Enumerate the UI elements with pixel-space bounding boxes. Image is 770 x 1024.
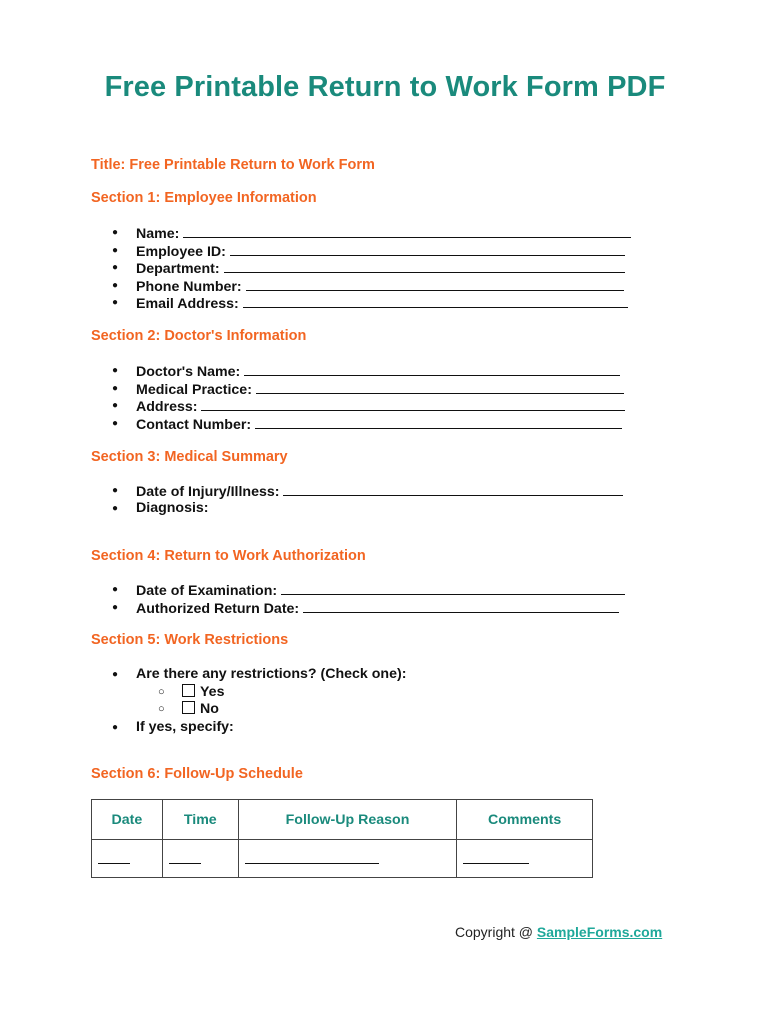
page-title: Free Printable Return to Work Form PDF (104, 71, 666, 103)
checkbox-icon[interactable] (182, 701, 195, 714)
medical-practice-input-line[interactable] (256, 380, 624, 394)
time-input-line[interactable] (169, 849, 201, 864)
doctor-name-input-line[interactable] (244, 362, 620, 376)
field-label: Contact Number: (136, 416, 252, 433)
field-label: Medical Practice: (136, 381, 252, 398)
employee-info-list (0, 224, 631, 312)
copyright-text: Copyright @ (455, 924, 537, 940)
form-title: Title: Free Printable Return to Work Form (91, 157, 375, 173)
comments-cell[interactable] (457, 840, 593, 878)
section-1-heading: Section 1: Employee Information (91, 190, 317, 206)
restriction-options (0, 684, 406, 719)
phone-number-input-line[interactable] (246, 277, 624, 291)
section-2-heading: Section 2: Doctor's Information (91, 328, 307, 344)
section-4-heading: Section 4: Return to Work Authorization (91, 548, 366, 564)
medical-practice-field[interactable] (0, 380, 625, 398)
section-5-heading: Section 5: Work Restrictions (91, 632, 289, 648)
section-3-heading: Section 3: Medical Summary (91, 449, 288, 465)
field-label: Address: (136, 399, 198, 416)
email-address-input-line[interactable] (243, 294, 628, 308)
column-header-reason: Follow-Up Reason (238, 800, 457, 840)
field-label: Date of Injury/Illness: (136, 484, 280, 500)
date-cell[interactable] (92, 840, 163, 878)
option-no[interactable] (0, 701, 406, 719)
field-label: If yes, specify: (136, 718, 234, 735)
date-of-injury-field[interactable] (0, 482, 623, 500)
phone-number-field[interactable] (0, 277, 631, 295)
date-of-injury-input-line[interactable] (283, 482, 623, 496)
table-row (92, 840, 593, 878)
address-input-line[interactable] (201, 397, 625, 411)
question-label: Are there any restrictions? (Check one): (136, 666, 407, 682)
medical-summary-list (0, 482, 623, 517)
field-label: Doctor's Name: (136, 364, 241, 380)
contact-number-input-line[interactable] (255, 415, 622, 429)
checkbox-icon[interactable] (182, 684, 195, 697)
name-input-line[interactable] (183, 224, 631, 238)
doctor-info-list (0, 362, 625, 432)
date-input-line[interactable] (98, 849, 130, 864)
reason-cell[interactable] (238, 840, 457, 878)
field-label: Email Address: (136, 296, 239, 313)
doctor-name-field[interactable] (0, 362, 625, 380)
department-field[interactable] (0, 259, 631, 277)
reason-input-line[interactable] (245, 849, 379, 864)
authorized-return-date-field[interactable] (0, 599, 625, 617)
option-label: No (200, 701, 219, 718)
table-header-row (92, 800, 593, 840)
copyright-footer (455, 924, 662, 940)
authorization-list (0, 581, 625, 616)
employee-id-input-line[interactable] (230, 242, 625, 256)
employee-id-field[interactable] (0, 242, 631, 260)
department-input-line[interactable] (224, 259, 625, 273)
email-address-field[interactable] (0, 294, 631, 312)
comments-input-line[interactable] (463, 849, 529, 864)
section-6-heading: Section 6: Follow-Up Schedule (91, 766, 303, 782)
option-yes[interactable] (0, 684, 406, 702)
contact-number-field[interactable] (0, 415, 625, 433)
field-label: Diagnosis: (136, 499, 209, 516)
date-of-examination-field[interactable] (0, 581, 625, 599)
restriction-specify-field[interactable] (0, 719, 406, 737)
restriction-options-list (0, 684, 406, 719)
field-label: Date of Examination: (136, 583, 278, 599)
option-label: Yes (200, 683, 225, 700)
column-header-comments: Comments (457, 800, 593, 840)
address-field[interactable] (0, 397, 625, 415)
column-header-date: Date (92, 800, 163, 840)
sampleforms-link[interactable]: SampleForms.com (536, 924, 663, 940)
time-cell[interactable] (162, 840, 238, 878)
field-label: Name: (136, 226, 180, 242)
restrictions-question (0, 666, 406, 684)
field-label: Phone Number: (136, 278, 242, 295)
field-label: Department: (136, 261, 220, 278)
field-label: Authorized Return Date: (136, 600, 300, 617)
column-header-time: Time (162, 800, 238, 840)
diagnosis-field[interactable] (0, 500, 623, 518)
field-label: Employee ID: (136, 243, 226, 260)
restrictions-list (0, 666, 406, 736)
follow-up-table (91, 799, 593, 878)
date-of-examination-input-line[interactable] (281, 581, 625, 595)
authorized-return-date-input-line[interactable] (303, 599, 619, 613)
name-field[interactable] (0, 224, 631, 242)
